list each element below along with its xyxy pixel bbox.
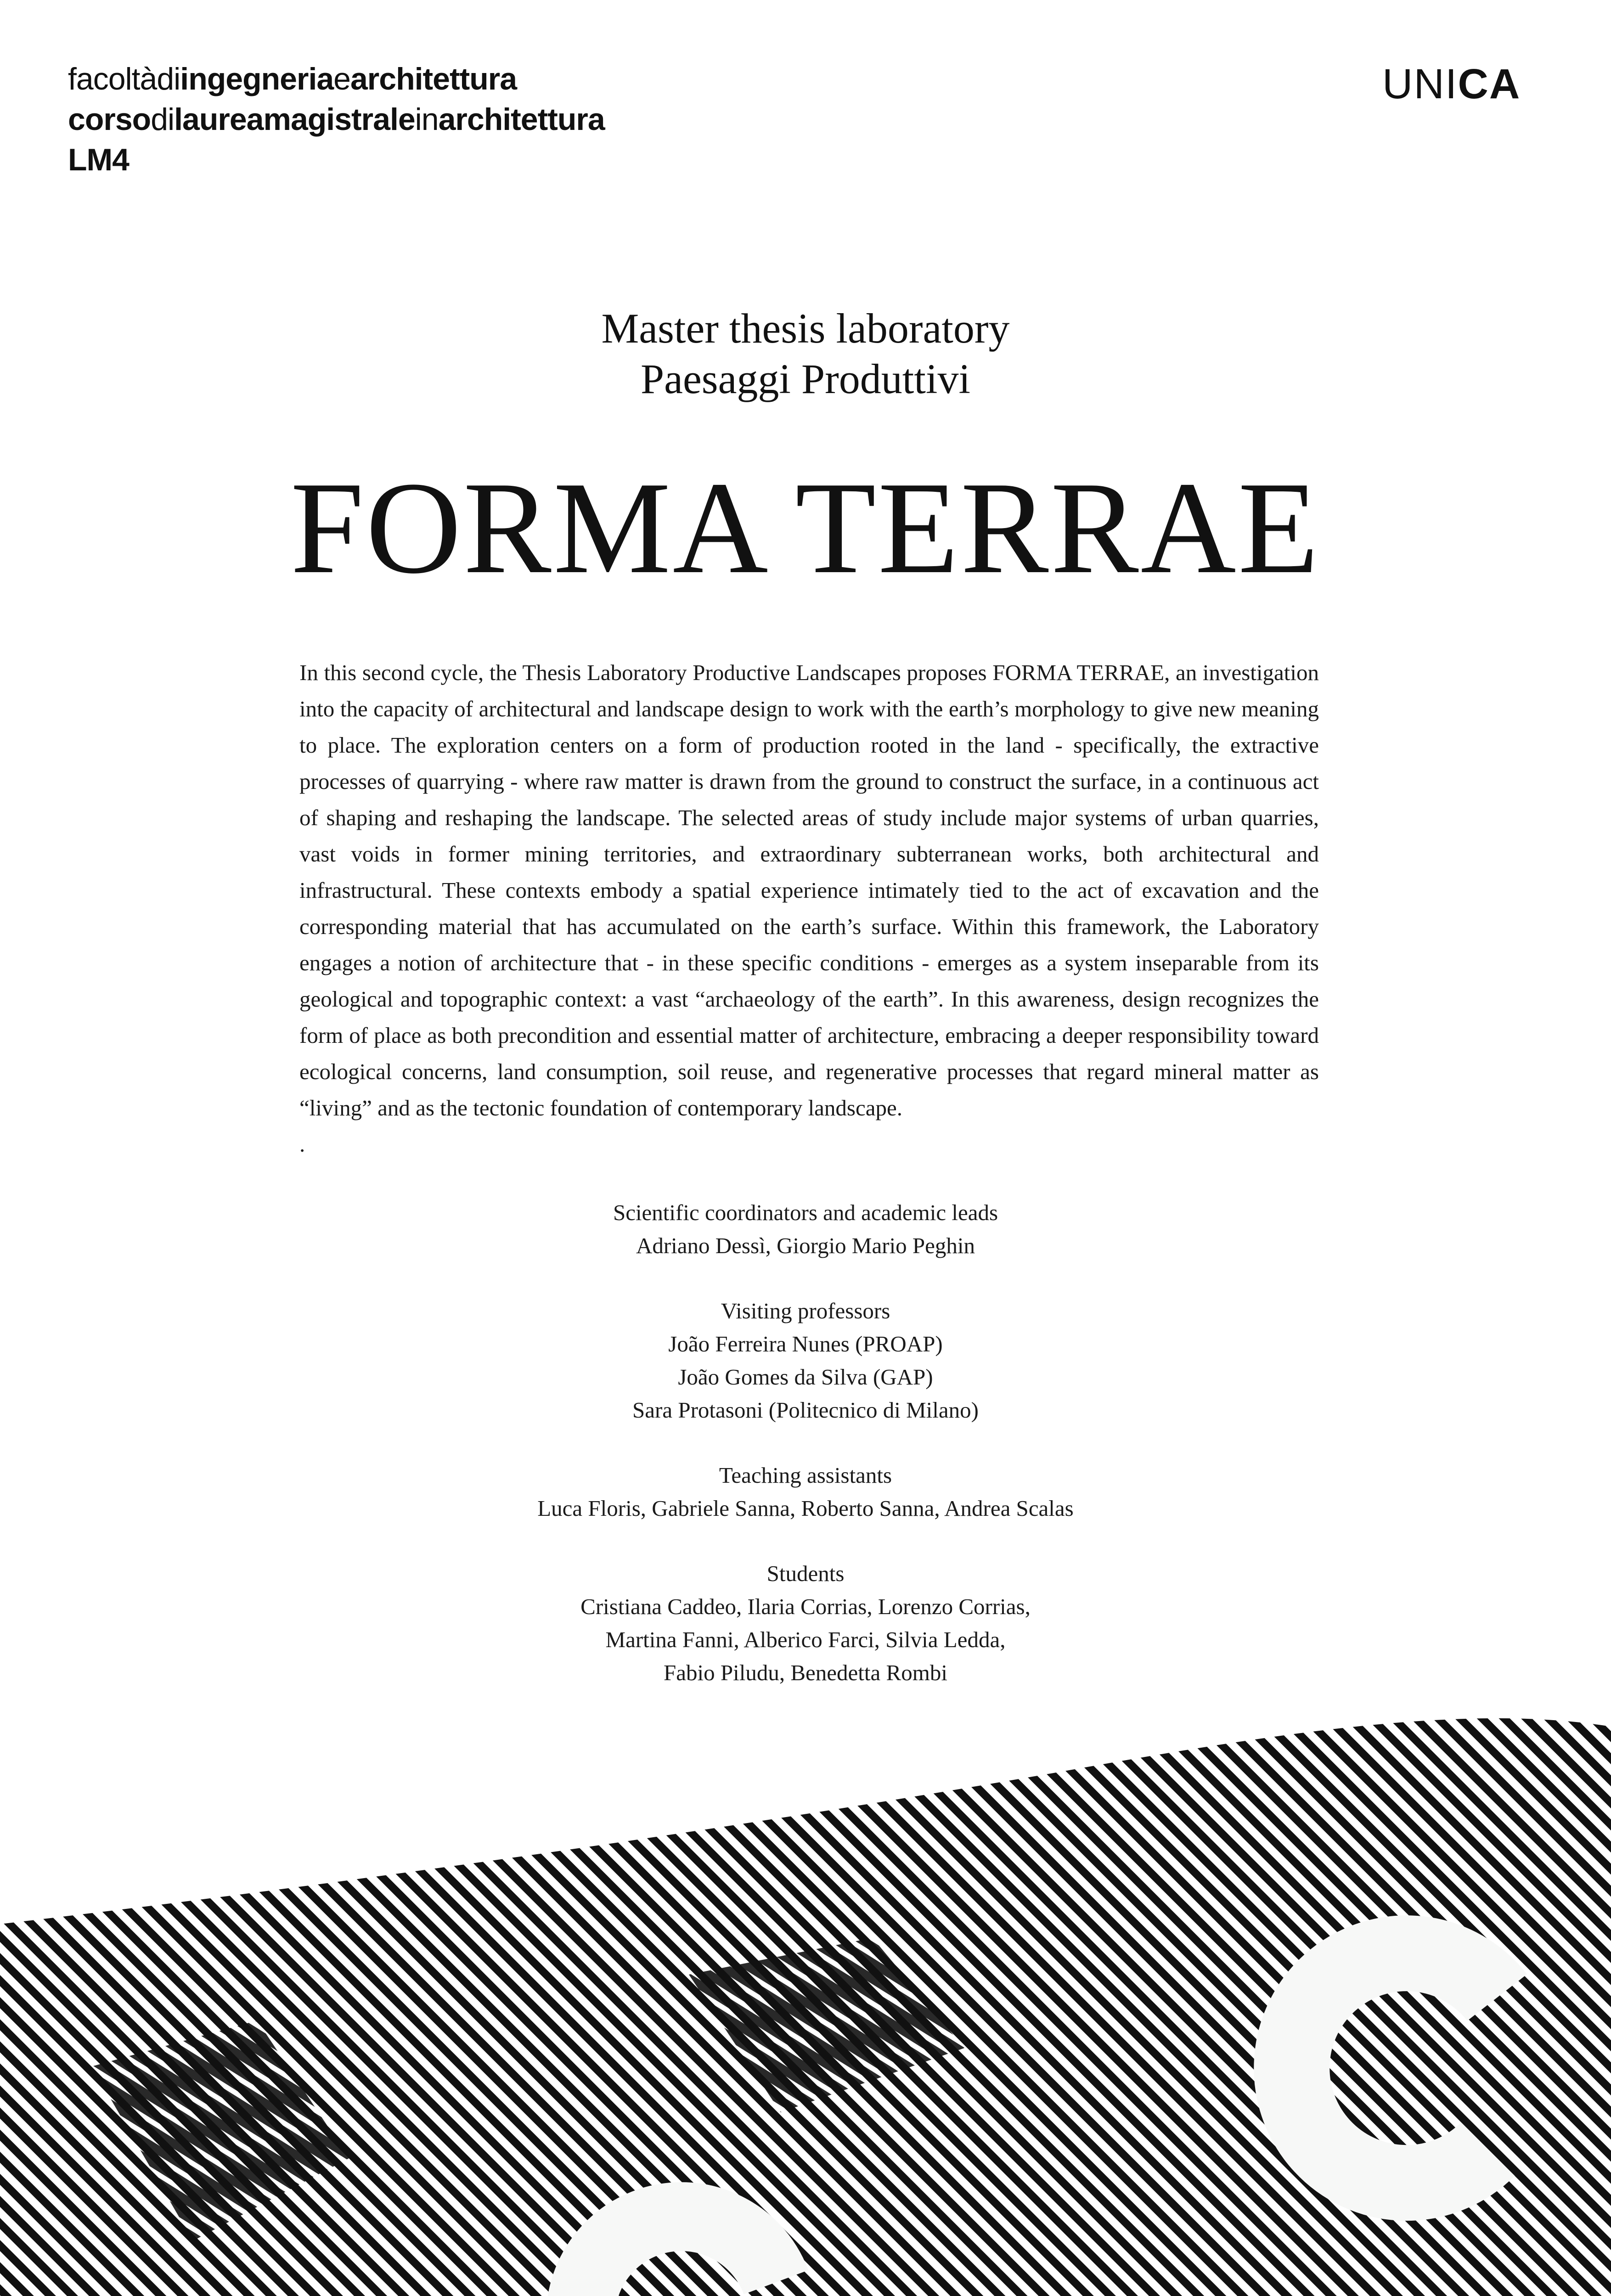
credit-group-assistants [0, 1459, 1611, 1525]
credit-name: Martina Fanni, Alberico Farci, Silvia Ledda, [605, 1627, 1006, 1652]
header-word: architettura [438, 102, 605, 137]
degree-code: LM4 [68, 142, 129, 177]
description-end: . [299, 1131, 305, 1157]
logo-light: UNI [1382, 61, 1458, 107]
faculty-line [68, 59, 605, 99]
header-word: architettura [350, 62, 517, 96]
header-word: di [157, 62, 180, 96]
credit-name: Cristiana Caddeo, Ilaria Corrias, Lorenzo Corrias, [580, 1594, 1031, 1619]
credit-group-students [0, 1557, 1611, 1689]
credit-name: Adriano Dessì, Giorgio Mario Peghin [636, 1233, 975, 1258]
credit-group-coordinators [0, 1196, 1611, 1262]
lab-title [0, 303, 1611, 404]
lab-line-2: Paesaggi Produttivi [640, 355, 971, 402]
header-word: magistrale [263, 102, 415, 137]
header-word: laurea [174, 102, 264, 137]
header-word: corso [68, 102, 151, 137]
credit-name: Luca Floris, Gabriele Sanna, Roberto Sanna, Andrea Scalas [537, 1496, 1074, 1521]
header-word: in [415, 102, 439, 137]
faculty-header [68, 59, 605, 180]
logo-bold: CA [1458, 61, 1521, 107]
description-paragraph [299, 654, 1319, 1162]
header-word: ingegneria [180, 62, 334, 96]
main-title: FORMA TERRAE [290, 455, 1321, 601]
terrain-artwork [0, 1699, 1611, 2296]
credit-heading: Scientific coordinators and academic leads [613, 1200, 998, 1225]
credit-heading: Students [766, 1561, 845, 1586]
credit-group-visiting [0, 1294, 1611, 1427]
header-word: e [333, 62, 350, 96]
credit-heading: Teaching assistants [719, 1463, 892, 1488]
header-word: di [151, 102, 175, 137]
lab-line-1: Master thesis laboratory [601, 305, 1010, 352]
course-line [68, 99, 605, 140]
unica-logo [1382, 59, 1521, 109]
credit-name: Fabio Piludu, Benedetta Rombi [664, 1660, 947, 1685]
credit-name: João Ferreira Nunes (PROAP) [668, 1331, 943, 1356]
credit-name: Sara Protasoni (Politecnico di Milano) [632, 1397, 979, 1423]
credit-name: João Gomes da Silva (GAP) [678, 1364, 933, 1390]
description-text: In this second cycle, the Thesis Laboratory Productive Landscapes proposes FORMA TERRAE, an investigation into the capacity of architectural and landscape design to work with the earth’s morphology to give new meaning to place. The exploration centers on a form of production rooted in the land - specifically, the extractive processes of quarrying - where raw matter is drawn from the ground to construct the surface, in a continuous act of shaping and reshaping the landscape. The selected areas of study include major systems of urban quarries, vast voids in former mining territories, and extraordinary subterranean works, both architectural and infrastructural. These contexts embody a spatial experience intimately tied to the act of excavation and the corresponding material that has accumulated on the earth’s surface. Within this framework, the Laboratory engages a notion of architecture that - in these specific conditions - emerges as a system inseparable from its geological and topographic context: a vast “archaeology of the earth”. In this awareness, design recognizes the form of place as both precondition and essential matter of architecture, embracing a deeper responsibility toward ecological concerns, land consumption, soil reuse, and regenerative processes that regard mineral matter as “living” and as the tectonic foundation of contemporary landscape. [299, 660, 1319, 1120]
credits [0, 1196, 1611, 1722]
credit-heading: Visiting professors [721, 1298, 890, 1323]
header-word: facoltà [68, 62, 157, 96]
